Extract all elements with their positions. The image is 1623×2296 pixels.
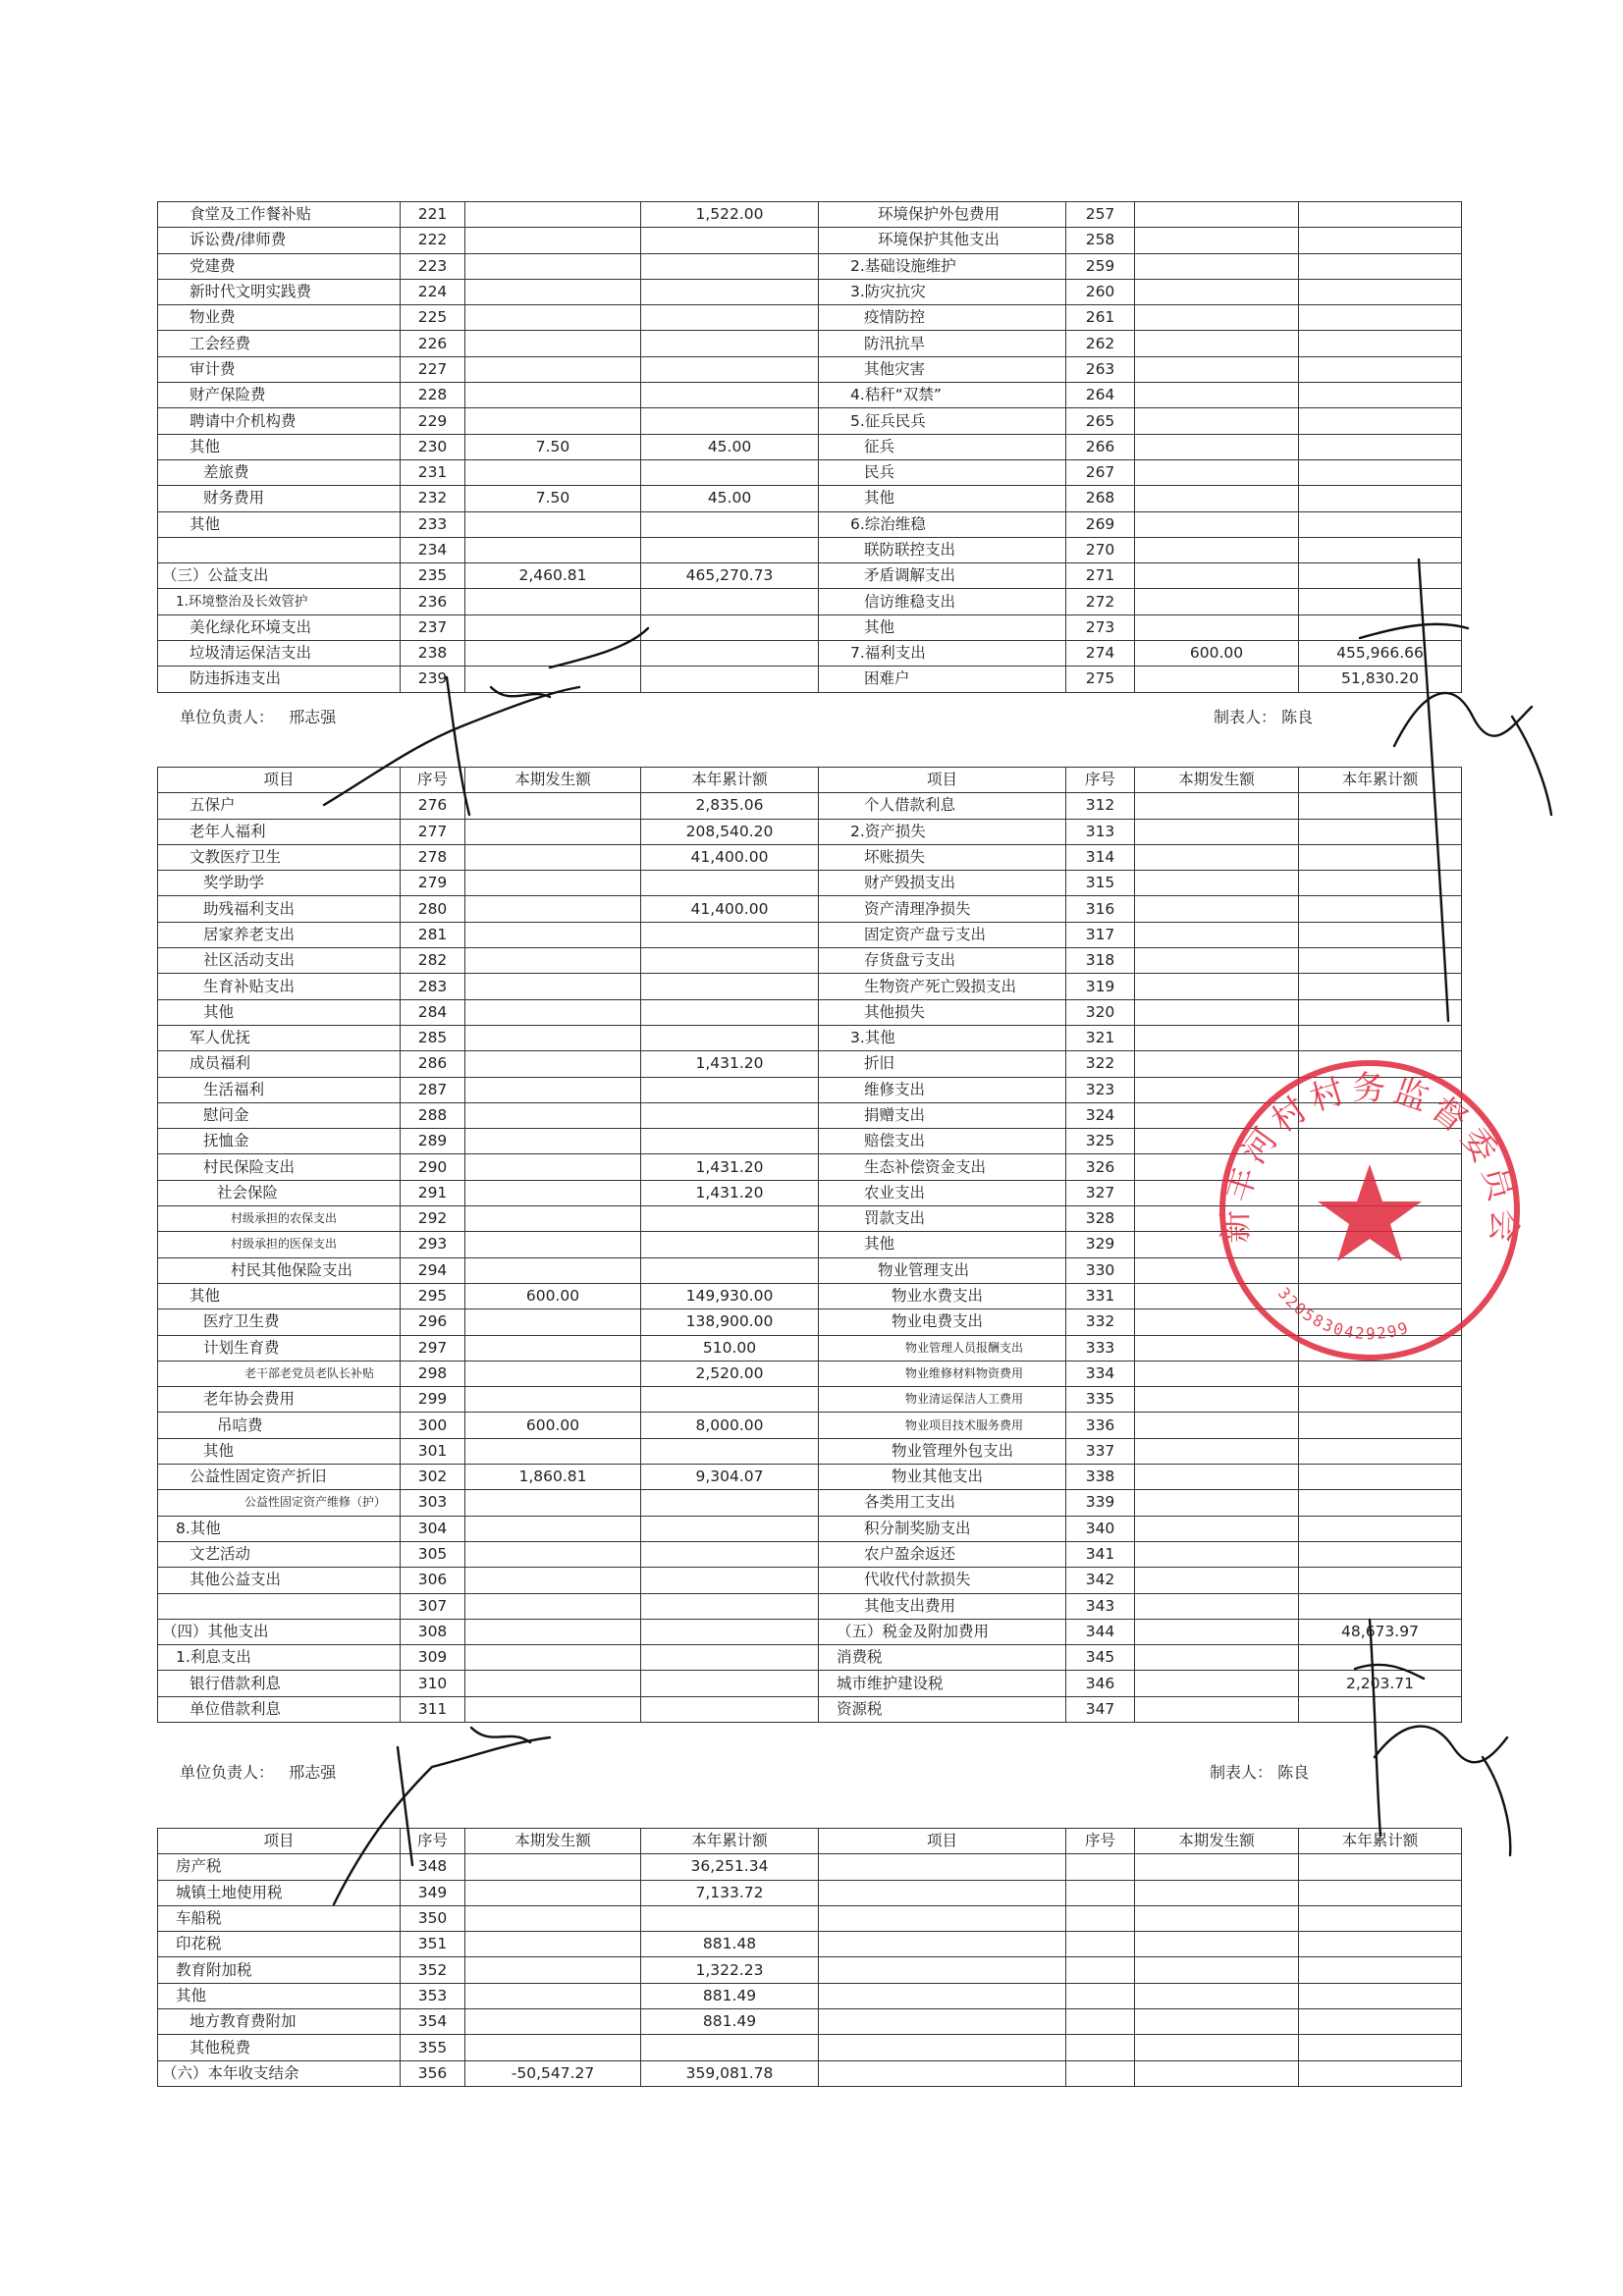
cell-col-2: -50,547.27 [465, 2060, 641, 2086]
cell-col-1: 349 [401, 1880, 465, 1905]
cell-col-1: 227 [401, 356, 465, 382]
cell-col-1: 348 [401, 1854, 465, 1880]
cell-col-1: 278 [401, 844, 465, 870]
cell-col-1: 228 [401, 383, 465, 408]
cell-col-0: 印花税 [158, 1932, 401, 1957]
cell-col-0: 垃圾清运保洁支出 [158, 641, 401, 667]
cell-col-1: 288 [401, 1102, 465, 1128]
cell-col-4: （五）税金及附加费用 [819, 1619, 1066, 1644]
header-cell: 本期发生额 [1135, 1829, 1299, 1854]
cell-col-6: 600.00 [1135, 641, 1299, 667]
cell-col-5: 267 [1066, 459, 1135, 485]
header-cell: 序号 [1066, 768, 1135, 793]
cell-col-1: 350 [401, 1905, 465, 1931]
cell-col-5: 330 [1066, 1257, 1135, 1283]
cell-col-4: 其他 [819, 1232, 1066, 1257]
cell-col-1: 223 [401, 253, 465, 279]
cell-col-5: 340 [1066, 1516, 1135, 1541]
cell-col-3: 2,835.06 [641, 793, 819, 819]
cell-col-4: 环境保护外包费用 [819, 202, 1066, 228]
cell-col-0: 吊唁费 [158, 1413, 401, 1438]
cell-col-5: 260 [1066, 279, 1135, 304]
cell-col-5: 331 [1066, 1283, 1135, 1308]
cell-col-4: 物业管理外包支出 [819, 1438, 1066, 1464]
cell-col-0: 财产保险费 [158, 383, 401, 408]
cell-col-0: 其他 [158, 1438, 401, 1464]
cell-col-5: 274 [1066, 641, 1135, 667]
cell-col-0: 物业费 [158, 305, 401, 331]
cell-col-1: 281 [401, 922, 465, 947]
cell-col-5: 264 [1066, 383, 1135, 408]
cell-col-3: 41,400.00 [641, 844, 819, 870]
official-seal [1217, 1063, 1524, 1358]
cell-col-7: 2,203.71 [1299, 1671, 1462, 1696]
cell-col-2: 2,460.81 [465, 563, 641, 589]
cell-col-1: 238 [401, 641, 465, 667]
cell-col-5: 332 [1066, 1309, 1135, 1335]
cell-col-0: 医疗卫生费 [158, 1309, 401, 1335]
cell-col-0: 文艺活动 [158, 1541, 401, 1567]
cell-col-0: 食堂及工作餐补贴 [158, 202, 401, 228]
cell-col-1: 356 [401, 2060, 465, 2086]
cell-col-0: 村民保险支出 [158, 1154, 401, 1180]
cell-col-4: 疫情防控 [819, 305, 1066, 331]
header-cell: 本年累计额 [641, 1829, 819, 1854]
cell-col-3: 510.00 [641, 1335, 819, 1361]
cell-col-1: 295 [401, 1283, 465, 1308]
seal-serial: 3205830429299 [1273, 1283, 1413, 1344]
cell-col-4: 其他损失 [819, 999, 1066, 1025]
header-cell: 本年累计额 [1299, 1829, 1462, 1854]
cell-col-1: 231 [401, 459, 465, 485]
cell-col-1: 280 [401, 896, 465, 922]
cell-col-1: 277 [401, 819, 465, 844]
cell-col-0: 8.其他 [158, 1516, 401, 1541]
cell-col-0: 审计费 [158, 356, 401, 382]
cell-col-0: 其他 [158, 511, 401, 537]
cell-col-4: 3.防灾抗灾 [819, 279, 1066, 304]
cell-col-5: 326 [1066, 1154, 1135, 1180]
cell-col-2: 600.00 [465, 1413, 641, 1438]
cell-col-1: 308 [401, 1619, 465, 1644]
footer-left-1: 单位负责人： 邢志强 [180, 708, 337, 726]
cell-col-1: 226 [401, 331, 465, 356]
cell-col-5: 321 [1066, 1025, 1135, 1050]
cell-col-0: 车船税 [158, 1905, 401, 1931]
cell-col-1: 303 [401, 1490, 465, 1516]
cell-col-7: 51,830.20 [1299, 667, 1462, 692]
cell-col-5: 339 [1066, 1490, 1135, 1516]
cell-col-3: 881.49 [641, 1983, 819, 2008]
cell-col-5: 313 [1066, 819, 1135, 844]
cell-col-0: 居家养老支出 [158, 922, 401, 947]
cell-col-3: 138,900.00 [641, 1309, 819, 1335]
cell-col-5: 324 [1066, 1102, 1135, 1128]
cell-col-5: 312 [1066, 793, 1135, 819]
cell-col-5: 320 [1066, 999, 1135, 1025]
cell-col-1: 237 [401, 614, 465, 640]
cell-col-4: 4.秸秆“双禁” [819, 383, 1066, 408]
cell-col-0: 生育补贴支出 [158, 974, 401, 999]
cell-col-1: 235 [401, 563, 465, 589]
cell-col-5: 257 [1066, 202, 1135, 228]
cell-col-4: 罚款支出 [819, 1206, 1066, 1232]
cell-col-5: 269 [1066, 511, 1135, 537]
cell-col-4: 赔偿支出 [819, 1129, 1066, 1154]
cell-col-1: 293 [401, 1232, 465, 1257]
cell-col-1: 286 [401, 1051, 465, 1077]
cell-col-4: 7.福利支出 [819, 641, 1066, 667]
cell-col-4: 联防联控支出 [819, 537, 1066, 562]
cell-col-0: 教育附加税 [158, 1957, 401, 1983]
cell-col-1: 296 [401, 1309, 465, 1335]
cell-col-3: 208,540.20 [641, 819, 819, 844]
header-cell: 序号 [1066, 1829, 1135, 1854]
cell-col-5: 344 [1066, 1619, 1135, 1644]
cell-col-4: 城市维护建设税 [819, 1671, 1066, 1696]
cell-col-0: 奖学助学 [158, 871, 401, 896]
cell-col-4: 6.综治维稳 [819, 511, 1066, 537]
cell-col-4: 资源税 [819, 1696, 1066, 1722]
cell-col-5: 315 [1066, 871, 1135, 896]
cell-col-0: 公益性固定资产折旧 [158, 1465, 401, 1490]
cell-col-4: 物业水费支出 [819, 1283, 1066, 1308]
header-cell: 序号 [401, 768, 465, 793]
cell-col-3: 36,251.34 [641, 1854, 819, 1880]
cell-col-1: 305 [401, 1541, 465, 1567]
cell-col-4: 物业电费支出 [819, 1309, 1066, 1335]
cell-col-5: 336 [1066, 1413, 1135, 1438]
header-cell: 序号 [401, 1829, 465, 1854]
cell-col-0: 房产税 [158, 1854, 401, 1880]
cell-col-5: 265 [1066, 408, 1135, 434]
cell-col-3: 149,930.00 [641, 1283, 819, 1308]
footer-right-2: 制表人： 陈良 [1210, 1763, 1310, 1782]
cell-col-1: 289 [401, 1129, 465, 1154]
header-cell: 本期发生额 [465, 1829, 641, 1854]
cell-col-3: 1,522.00 [641, 202, 819, 228]
cell-col-0: 单位借款利息 [158, 1696, 401, 1722]
cell-col-5: 343 [1066, 1593, 1135, 1619]
cell-col-5: 325 [1066, 1129, 1135, 1154]
cell-col-1: 225 [401, 305, 465, 331]
cell-col-1: 279 [401, 871, 465, 896]
cell-col-5: 327 [1066, 1180, 1135, 1205]
cell-col-4: 生物资产死亡毁损支出 [819, 974, 1066, 999]
cell-col-1: 298 [401, 1361, 465, 1386]
cell-col-1: 283 [401, 974, 465, 999]
cell-col-5: 266 [1066, 434, 1135, 459]
cell-col-0: 老干部老党员老队长补贴 [158, 1361, 401, 1386]
cell-col-5: 342 [1066, 1568, 1135, 1593]
cell-col-5: 268 [1066, 486, 1135, 511]
cell-col-4: 环境保护其他支出 [819, 228, 1066, 253]
cell-col-5: 346 [1066, 1671, 1135, 1696]
cell-col-5: 319 [1066, 974, 1135, 999]
cell-col-0: 地方教育费附加 [158, 2009, 401, 2035]
cell-col-0: （四）其他支出 [158, 1619, 401, 1644]
cell-col-3: 7,133.72 [641, 1880, 819, 1905]
cell-col-2: 600.00 [465, 1283, 641, 1308]
cell-col-0: 助残福利支出 [158, 896, 401, 922]
cell-col-4: 生态补偿资金支出 [819, 1154, 1066, 1180]
cell-col-4: 各类用工支出 [819, 1490, 1066, 1516]
cell-col-5: 263 [1066, 356, 1135, 382]
cell-col-4: 信访维稳支出 [819, 589, 1066, 614]
cell-col-5: 323 [1066, 1077, 1135, 1102]
cell-col-1: 354 [401, 2009, 465, 2035]
cell-col-1: 232 [401, 486, 465, 511]
cell-col-0: 文教医疗卫生 [158, 844, 401, 870]
cell-col-0: 公益性固定资产维修（护） [158, 1490, 401, 1516]
cell-col-0: （三）公益支出 [158, 563, 401, 589]
cell-col-4: 积分制奖励支出 [819, 1516, 1066, 1541]
cell-col-0: 计划生育费 [158, 1335, 401, 1361]
cell-col-0: 其他 [158, 1283, 401, 1308]
cell-col-4: 民兵 [819, 459, 1066, 485]
cell-col-4: 农业支出 [819, 1180, 1066, 1205]
cell-col-1: 352 [401, 1957, 465, 1983]
cell-col-4: 物业管理人员报酬支出 [819, 1335, 1066, 1361]
cell-col-1: 282 [401, 948, 465, 974]
cell-col-4: 资产清理净损失 [819, 896, 1066, 922]
header-cell: 本年累计额 [1299, 768, 1462, 793]
cell-col-5: 273 [1066, 614, 1135, 640]
cell-col-3: 1,322.23 [641, 1957, 819, 1983]
cell-col-4: 物业清运保洁人工费用 [819, 1387, 1066, 1413]
cell-col-4: 其他 [819, 486, 1066, 511]
cell-col-5: 329 [1066, 1232, 1135, 1257]
cell-col-3: 41,400.00 [641, 896, 819, 922]
cell-col-1: 234 [401, 537, 465, 562]
cell-col-5: 335 [1066, 1387, 1135, 1413]
cell-col-3: 1,431.20 [641, 1180, 819, 1205]
cell-col-5: 333 [1066, 1335, 1135, 1361]
cell-col-4: 困难户 [819, 667, 1066, 692]
cell-col-0: 城镇土地使用税 [158, 1880, 401, 1905]
footer-left-2: 单位负责人： 邢志强 [180, 1763, 337, 1782]
cell-col-0: 新时代文明实践费 [158, 279, 401, 304]
seal-org-text: 新丰河村村务监督委员会 [1216, 1068, 1524, 1250]
cell-col-1: 285 [401, 1025, 465, 1050]
cell-col-4: 其他 [819, 614, 1066, 640]
cell-col-1: 239 [401, 667, 465, 692]
cell-col-1: 355 [401, 2035, 465, 2060]
cell-col-1: 291 [401, 1180, 465, 1205]
header-cell: 本期发生额 [465, 768, 641, 793]
cell-col-4: 存货盘亏支出 [819, 948, 1066, 974]
cell-col-1: 290 [401, 1154, 465, 1180]
footer-right-1: 制表人： 陈良 [1214, 708, 1314, 726]
cell-col-4: 物业项目技术服务费用 [819, 1413, 1066, 1438]
cell-col-1: 309 [401, 1645, 465, 1671]
cell-col-4: 物业管理支出 [819, 1257, 1066, 1283]
cell-col-3: 1,431.20 [641, 1154, 819, 1180]
cell-col-2: 7.50 [465, 434, 641, 459]
cell-col-1: 287 [401, 1077, 465, 1102]
cell-col-4: 5.征兵民兵 [819, 408, 1066, 434]
cell-col-4: 防汛抗旱 [819, 331, 1066, 356]
cell-col-0: 美化绿化环境支出 [158, 614, 401, 640]
cell-col-1: 222 [401, 228, 465, 253]
cell-col-1: 304 [401, 1516, 465, 1541]
cell-col-5: 345 [1066, 1645, 1135, 1671]
cell-col-3: 45.00 [641, 486, 819, 511]
cell-col-0: 其他 [158, 434, 401, 459]
cell-col-0: 生活福利 [158, 1077, 401, 1102]
cell-col-1: 236 [401, 589, 465, 614]
cell-col-0: 慰问金 [158, 1102, 401, 1128]
cell-col-1: 292 [401, 1206, 465, 1232]
cell-col-0: 老年协会费用 [158, 1387, 401, 1413]
cell-col-4: 农户盈余返还 [819, 1541, 1066, 1567]
header-cell: 项目 [819, 768, 1066, 793]
cell-col-1: 294 [401, 1257, 465, 1283]
cell-col-4: 代收代付款损失 [819, 1568, 1066, 1593]
cell-col-4: 征兵 [819, 434, 1066, 459]
cell-col-1: 229 [401, 408, 465, 434]
cell-col-1: 310 [401, 1671, 465, 1696]
cell-col-0: 其他 [158, 1983, 401, 2008]
cell-col-4: 2.资产损失 [819, 819, 1066, 844]
cell-col-0: 军人优抚 [158, 1025, 401, 1050]
cell-col-1: 306 [401, 1568, 465, 1593]
cell-col-4: 3.其他 [819, 1025, 1066, 1050]
cell-col-0: 村级承担的医保支出 [158, 1232, 401, 1257]
header-cell: 项目 [158, 1829, 401, 1854]
cell-col-5: 347 [1066, 1696, 1135, 1722]
cell-col-1: 299 [401, 1387, 465, 1413]
cell-col-4: 固定资产盘亏支出 [819, 922, 1066, 947]
cell-col-5: 262 [1066, 331, 1135, 356]
cell-col-4: 矛盾调解支出 [819, 563, 1066, 589]
cell-col-1: 307 [401, 1593, 465, 1619]
cell-col-7: 455,966.66 [1299, 641, 1462, 667]
cell-col-4: 其他支出费用 [819, 1593, 1066, 1619]
cell-col-1: 233 [401, 511, 465, 537]
cell-col-5: 259 [1066, 253, 1135, 279]
cell-col-5: 316 [1066, 896, 1135, 922]
cell-col-1: 300 [401, 1413, 465, 1438]
cell-col-5: 272 [1066, 589, 1135, 614]
cell-col-0: 成员福利 [158, 1051, 401, 1077]
cell-col-4: 个人借款利息 [819, 793, 1066, 819]
cell-col-1: 351 [401, 1932, 465, 1957]
cell-col-3: 2,520.00 [641, 1361, 819, 1386]
cell-col-4: 折旧 [819, 1051, 1066, 1077]
cell-col-1: 224 [401, 279, 465, 304]
cell-col-3: 1,431.20 [641, 1051, 819, 1077]
cell-col-5: 337 [1066, 1438, 1135, 1464]
cell-col-0: 工会经费 [158, 331, 401, 356]
header-cell: 本期发生额 [1135, 768, 1299, 793]
header-cell: 项目 [158, 768, 401, 793]
cell-col-0: 老年人福利 [158, 819, 401, 844]
cell-col-4: 2.基础设施维护 [819, 253, 1066, 279]
cell-col-0: 防违拆违支出 [158, 667, 401, 692]
cell-col-4: 维修支出 [819, 1077, 1066, 1102]
cell-col-4: 消费税 [819, 1645, 1066, 1671]
header-cell: 项目 [819, 1829, 1066, 1854]
cell-col-5: 270 [1066, 537, 1135, 562]
cell-col-1: 353 [401, 1983, 465, 2008]
cell-col-3: 359,081.78 [641, 2060, 819, 2086]
cell-col-3: 8,000.00 [641, 1413, 819, 1438]
cell-col-0: 其他税费 [158, 2035, 401, 2060]
cell-col-0: 村民其他保险支出 [158, 1257, 401, 1283]
cell-col-0: 社会保险 [158, 1180, 401, 1205]
cell-col-5: 314 [1066, 844, 1135, 870]
cell-col-2: 7.50 [465, 486, 641, 511]
cell-col-4: 其他灾害 [819, 356, 1066, 382]
cell-col-4: 物业维修材料物资费用 [819, 1361, 1066, 1386]
cell-col-0: 财务费用 [158, 486, 401, 511]
cell-col-5: 261 [1066, 305, 1135, 331]
cell-col-5: 328 [1066, 1206, 1135, 1232]
cell-col-5: 338 [1066, 1465, 1135, 1490]
cell-col-0: 聘请中介机构费 [158, 408, 401, 434]
cell-col-0: 诉讼费/律师费 [158, 228, 401, 253]
cell-col-0: 1.环境整治及长效管护 [158, 589, 401, 614]
cell-col-5: 334 [1066, 1361, 1135, 1386]
cell-col-3: 881.48 [641, 1932, 819, 1957]
cell-col-1: 297 [401, 1335, 465, 1361]
cell-col-5: 258 [1066, 228, 1135, 253]
cell-col-3: 45.00 [641, 434, 819, 459]
cell-col-3: 465,270.73 [641, 563, 819, 589]
cell-col-4: 财产毁损支出 [819, 871, 1066, 896]
cell-col-0: 差旅费 [158, 459, 401, 485]
cell-col-3: 9,304.07 [641, 1465, 819, 1490]
cell-col-0: 党建费 [158, 253, 401, 279]
cell-col-5: 317 [1066, 922, 1135, 947]
cell-col-0: 抚恤金 [158, 1129, 401, 1154]
cell-col-0: 村级承担的农保支出 [158, 1206, 401, 1232]
cell-col-0: 社区活动支出 [158, 948, 401, 974]
cell-col-1: 230 [401, 434, 465, 459]
header-cell: 本年累计额 [641, 768, 819, 793]
cell-col-2: 1,860.81 [465, 1465, 641, 1490]
cell-col-5: 322 [1066, 1051, 1135, 1077]
cell-col-3: 881.49 [641, 2009, 819, 2035]
cell-col-1: 302 [401, 1465, 465, 1490]
cell-col-4: 坏账损失 [819, 844, 1066, 870]
cell-col-0: （六）本年收支结余 [158, 2060, 401, 2086]
cell-col-4: 捐赠支出 [819, 1102, 1066, 1128]
cell-col-7: 48,673.97 [1299, 1619, 1462, 1644]
cell-col-1: 311 [401, 1696, 465, 1722]
cell-col-4: 物业其他支出 [819, 1465, 1066, 1490]
cell-col-0: 其他 [158, 999, 401, 1025]
cell-col-5: 275 [1066, 667, 1135, 692]
cell-col-0: 1.利息支出 [158, 1645, 401, 1671]
cell-col-1: 284 [401, 999, 465, 1025]
cell-col-0: 银行借款利息 [158, 1671, 401, 1696]
cell-col-5: 341 [1066, 1541, 1135, 1567]
cell-col-1: 276 [401, 793, 465, 819]
cell-col-1: 221 [401, 202, 465, 228]
cell-col-5: 271 [1066, 563, 1135, 589]
cell-col-1: 301 [401, 1438, 465, 1464]
cell-col-0: 五保户 [158, 793, 401, 819]
cell-col-0: 其他公益支出 [158, 1568, 401, 1593]
cell-col-5: 318 [1066, 948, 1135, 974]
